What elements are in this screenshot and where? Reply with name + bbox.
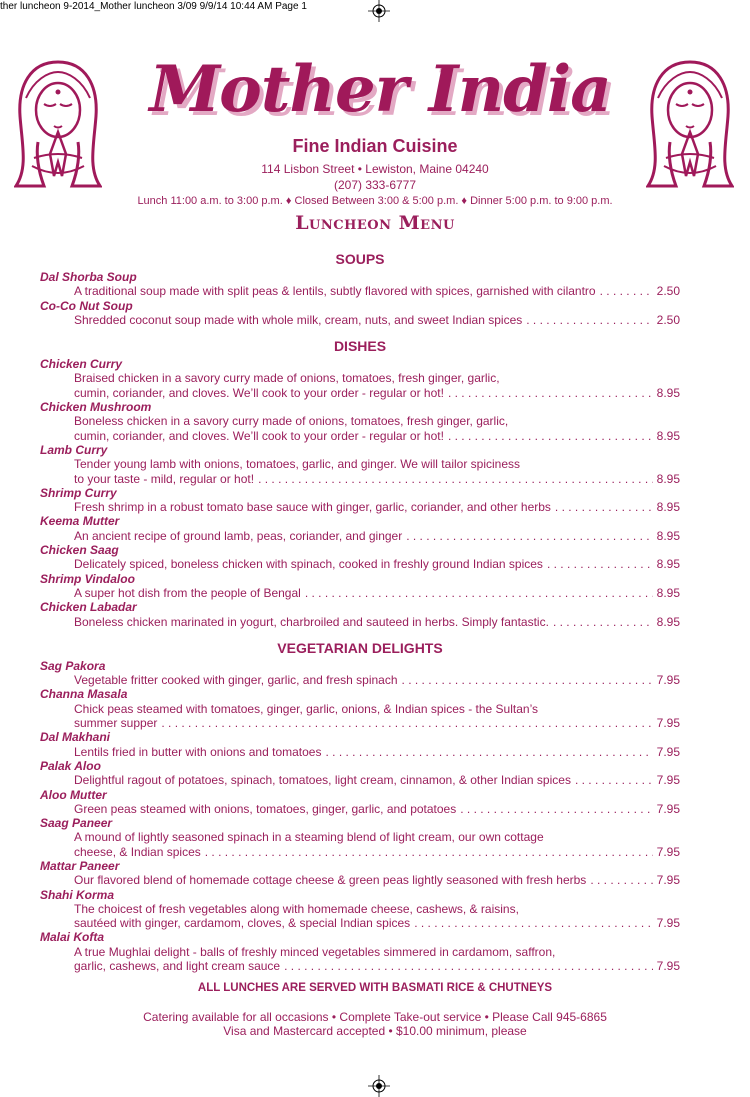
item-description: Vegetable fritter cooked with ginger, garlic, and fresh spinach <box>74 673 398 688</box>
section-heading: SOUPS <box>335 251 385 267</box>
item-price-line <box>40 873 680 887</box>
leader-dots <box>448 386 653 400</box>
leader-dots <box>402 673 653 687</box>
item-price: 7.95 <box>656 773 680 788</box>
item-description: Green peas steamed with onions, tomatoes, ginger, garlic, and potatoes <box>74 801 457 816</box>
item-description: A super hot dish from the people of Bengal <box>74 585 301 600</box>
item-description: Delightful ragout of potatoes, spinach, tomatoes, light cream, cinnamon, & other Indian spices <box>74 773 571 788</box>
item-description: A traditional soup made with split peas & lentils, subtly flavored with spices, garnished with cilantro <box>74 284 596 299</box>
item-name: Dal Makhani <box>40 730 111 745</box>
menu-item <box>40 514 680 543</box>
item-name: Shrimp Vindaloo <box>40 571 135 586</box>
menu-item <box>40 859 680 888</box>
leader-dots <box>161 716 652 730</box>
item-name: Mattar Paneer <box>40 858 120 873</box>
item-price: 8.95 <box>656 385 680 400</box>
item-description: garlic, cashews, and light cream sauce <box>74 959 281 974</box>
menu-item <box>40 270 680 299</box>
catering-info <box>0 1010 750 1038</box>
item-name: Channa Masala <box>40 687 128 702</box>
menu-section <box>40 637 680 974</box>
item-price: 2.50 <box>656 312 680 327</box>
leader-dots <box>258 472 653 486</box>
menu-item <box>40 543 680 572</box>
section-heading: DISHES <box>333 338 387 355</box>
item-name: Keema Mutter <box>40 514 120 529</box>
item-description: cumin, coriander, and cloves. We’ll cook to your order - regular or hot! <box>74 385 444 400</box>
leader-dots <box>305 586 653 600</box>
item-price: 8.95 <box>656 500 680 515</box>
menu-item <box>40 816 680 859</box>
section-heading: VEGETARIAN DELIGHTS <box>277 639 443 656</box>
item-price: 8.95 <box>656 528 680 543</box>
menu-item <box>40 888 680 931</box>
menu-item <box>40 357 680 400</box>
item-description: Boneless chicken in a savory curry made of onions, tomatoes, fresh ginger, garlic, <box>74 414 509 429</box>
item-price-line <box>40 529 680 543</box>
leader-dots <box>406 529 652 543</box>
item-name: Co-Co Nut Soup <box>40 298 133 313</box>
item-price: 7.95 <box>656 873 680 888</box>
print-slug: ther luncheon 9-2014_Mother luncheon 3/09 9/9/14 10:44 AM Page 1 <box>0 1 307 12</box>
item-price: 8.95 <box>656 614 680 629</box>
item-price: 8.95 <box>656 471 680 486</box>
item-price: 7.95 <box>656 844 680 859</box>
leader-dots <box>448 429 653 443</box>
item-price-line <box>40 586 680 600</box>
item-name: Chicken Mushroom <box>40 400 152 415</box>
item-price-line <box>40 472 680 486</box>
menu-body <box>40 248 680 973</box>
leader-dots <box>205 845 653 859</box>
menu-item <box>40 730 680 759</box>
item-description: sautéed with ginger, cardamom, cloves, & special Indian spices <box>74 916 411 931</box>
item-price: 7.95 <box>656 916 680 931</box>
leader-dots <box>547 557 653 571</box>
item-price: 8.95 <box>656 557 680 572</box>
item-description: Delicately spiced, boneless chicken with spinach, cooked in freshly ground Indian spices <box>74 557 543 572</box>
item-price-line <box>40 386 680 400</box>
leader-dots <box>526 313 652 327</box>
item-name: Lamb Curry <box>40 442 108 457</box>
item-description: summer supper <box>74 716 158 731</box>
item-description: Boneless chicken marinated in yogurt, charbroiled and sauteed in herbs. Simply fantastic. <box>74 614 549 629</box>
item-price-line <box>40 773 680 787</box>
item-name: Sag Pakora <box>40 658 106 673</box>
item-description: cheese, & Indian spices <box>74 844 201 859</box>
item-price: 8.95 <box>656 585 680 600</box>
restaurant-subtitle: Fine Indian Cuisine <box>292 136 458 156</box>
menu-item <box>40 687 680 730</box>
registration-mark-icon <box>368 1075 390 1097</box>
item-price: 7.95 <box>656 801 680 816</box>
menu-section <box>40 335 680 629</box>
leader-dots <box>575 773 653 787</box>
item-name: Malai Kofta <box>40 930 105 945</box>
item-name: Aloo Mutter <box>40 787 107 802</box>
item-name: Chicken Curry <box>40 357 123 372</box>
item-price: 7.95 <box>656 744 680 759</box>
address: 114 Lisbon Street • Lewiston, Maine 04240 <box>261 162 489 176</box>
item-name: Chicken Saag <box>40 543 119 558</box>
item-price-line <box>40 429 680 443</box>
menu-item <box>40 600 680 629</box>
leader-dots <box>460 802 652 816</box>
menu-item <box>40 572 680 601</box>
item-price-line <box>40 845 680 859</box>
item-price: 7.95 <box>656 716 680 731</box>
menu-item <box>40 930 680 973</box>
item-price-line <box>40 916 680 930</box>
item-price-line <box>40 557 680 571</box>
item-price: 8.95 <box>656 428 680 443</box>
item-description: Chick peas steamed with tomatoes, ginger, garlic, onions, & Indian spices - the Sultan’s <box>74 701 539 716</box>
leader-dots <box>555 500 653 514</box>
item-price-line <box>40 500 680 514</box>
item-price: 7.95 <box>656 673 680 688</box>
item-description: A true Mughlai delight - balls of freshly minced vegetables simmered in cardamom, saffron, <box>74 944 556 959</box>
item-description: An ancient recipe of ground lamb, peas, coriander, and ginger <box>74 528 403 543</box>
item-description: Lentils fried in butter with onions and tomatoes <box>74 744 322 759</box>
menu-title: Luncheon Menu <box>295 212 455 234</box>
item-name: Saag Paneer <box>40 816 113 831</box>
item-price-line <box>40 959 680 973</box>
item-price-line <box>40 745 680 759</box>
item-price-line <box>40 716 680 730</box>
menu-item <box>40 443 680 486</box>
item-name: Shrimp Curry <box>40 485 117 500</box>
menu-item <box>40 486 680 515</box>
payment-line: Visa and Mastercard accepted • $10.00 minimum, please <box>223 1024 527 1038</box>
served-note: ALL LUNCHES ARE SERVED WITH BASMATI RICE & CHUTNEYS <box>197 982 553 994</box>
leader-dots <box>553 615 653 629</box>
item-description: Shredded coconut soup made with whole milk, cream, nuts, and sweet Indian spices <box>74 312 523 327</box>
registration-mark-icon <box>368 0 390 22</box>
item-description: Braised chicken in a savory curry made of onions, tomatoes, fresh ginger, garlic, <box>74 371 500 386</box>
menu-item <box>40 299 680 328</box>
item-name: Dal Shorba Soup <box>40 270 137 284</box>
leader-dots <box>590 873 652 887</box>
menu-item <box>40 759 680 788</box>
item-name: Shahi Korma <box>40 887 115 902</box>
item-description: The choicest of fresh vegetables along with homemade cheese, cashews, & raisins, <box>74 901 519 916</box>
leader-dots <box>600 284 653 298</box>
item-name: Chicken Labadar <box>40 600 137 615</box>
item-price: 7.95 <box>656 959 680 974</box>
item-description: Fresh shrimp in a robust tomato base sauce with ginger, garlic, coriander, and other herbs <box>74 500 551 515</box>
leader-dots <box>284 959 653 973</box>
item-name: Palak Aloo <box>40 758 101 773</box>
catering-line: Catering available for all occasions • Complete Take-out service • Please Call 945-6865 <box>143 1010 607 1024</box>
menu-item <box>40 788 680 817</box>
restaurant-title: Mother India <box>149 52 611 127</box>
item-price-line <box>40 313 680 327</box>
item-description: Our flavored blend of homemade cottage cheese & green peas lightly seasoned with fresh herbs <box>74 873 587 888</box>
leader-dots <box>325 745 652 759</box>
menu-item <box>40 400 680 443</box>
phone: (207) 333-6777 <box>333 178 417 192</box>
item-description: cumin, coriander, and cloves. We’ll cook to your order - regular or hot! <box>74 428 444 443</box>
menu-section <box>40 248 680 327</box>
item-price-line <box>40 615 680 629</box>
item-description: to your taste - mild, regular or hot! <box>74 471 255 486</box>
item-price-line <box>40 802 680 816</box>
item-price: 2.50 <box>656 284 680 299</box>
leader-dots <box>414 916 652 930</box>
item-description: Tender young lamb with onions, tomatoes, garlic, and ginger. We will tailor spiciness <box>74 457 521 472</box>
menu-item <box>40 659 680 688</box>
hours: Lunch 11:00 a.m. to 3:00 p.m. ♦ Closed Between 3:00 & 5:00 p.m. ♦ Dinner 5:00 p.m. to 9:00 p.m. <box>137 195 613 207</box>
item-price-line <box>40 284 680 298</box>
item-price-line <box>40 673 680 687</box>
item-description: A mound of lightly seasoned spinach in a steaming blend of light cream, our own cottage <box>74 830 544 845</box>
